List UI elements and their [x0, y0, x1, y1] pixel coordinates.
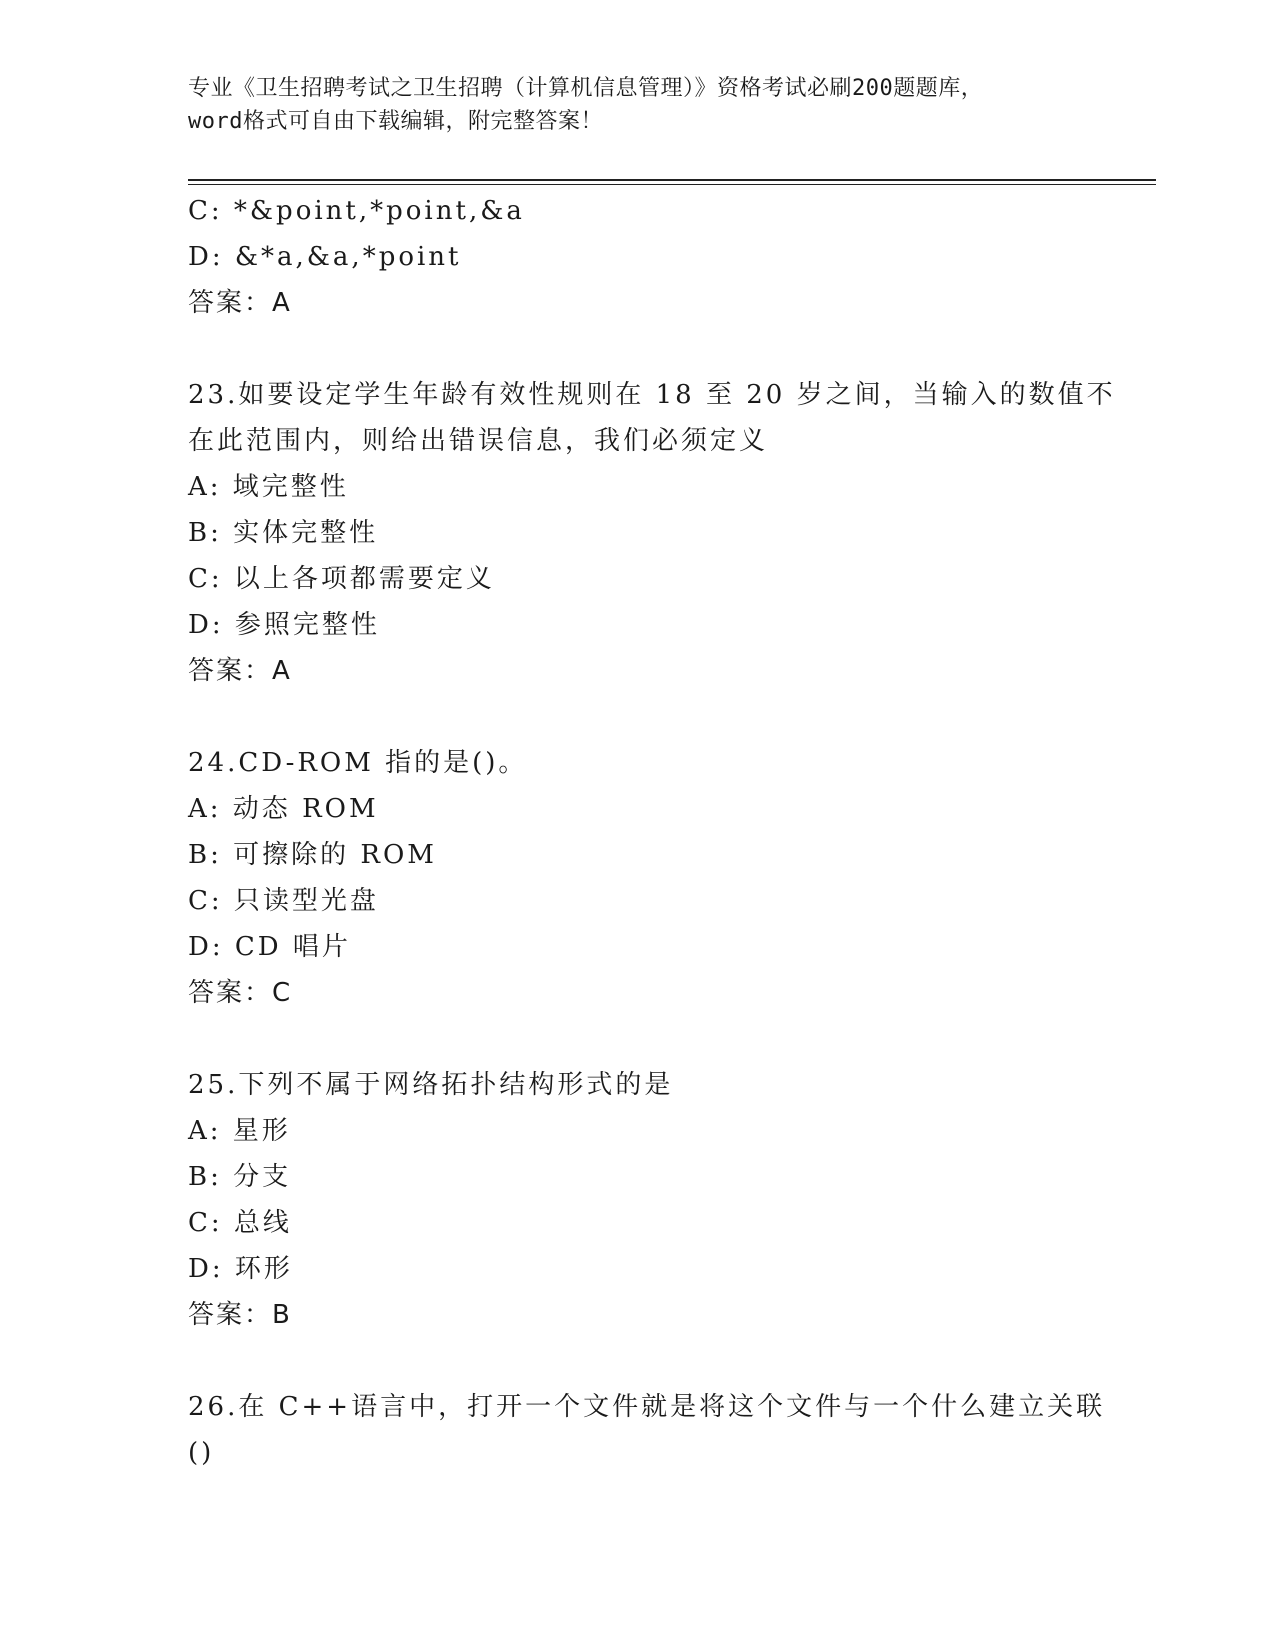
- option-c: C: 总线: [188, 1208, 292, 1238]
- option-d: D: 参照完整性: [188, 610, 380, 640]
- option-a: A: 星形: [188, 1116, 291, 1146]
- option-b: B: 实体完整性: [188, 518, 379, 548]
- question-stem: 25.下列不属于网络拓扑结构形式的是: [188, 1070, 674, 1100]
- question-stem-cont: (): [188, 1438, 215, 1468]
- spacer: [188, 326, 1088, 372]
- question-24: [188, 740, 1088, 1016]
- question-stem: 23.如要设定学生年龄有效性规则在 18 至 20 岁之间，当输入的数值不: [188, 380, 1116, 410]
- question-22-tail: [188, 188, 1088, 326]
- question-list: [188, 188, 1116, 1476]
- option-b: B: 可擦除的 ROM: [188, 840, 437, 870]
- question-stem: 26.在 C++语言中，打开一个文件就是将这个文件与一个什么建立关联: [188, 1392, 1106, 1422]
- option-d: D: CD 唱片: [188, 932, 351, 962]
- option-a: A: 域完整性: [188, 472, 349, 502]
- answer: 答案：B: [188, 1300, 292, 1330]
- header-title-line1: 专业《卫生招聘考试之卫生招聘（计算机信息管理）》资格考试必刷200题题库，: [188, 76, 984, 101]
- option-c: C: 以上各项都需要定义: [188, 564, 495, 594]
- answer: 答案：C: [188, 978, 293, 1008]
- question-stem: 24.CD-ROM 指的是()。: [188, 748, 528, 778]
- option-d: D: &*a,&a,*point: [188, 242, 462, 272]
- header-divider-thick: [188, 179, 1156, 181]
- option-b: B: 分支: [188, 1162, 292, 1192]
- answer: 答案：A: [188, 656, 292, 686]
- header-divider-thin: [188, 184, 1156, 185]
- question-26: [188, 1384, 1106, 1476]
- header-title-line2: word格式可自由下载编辑，附完整答案！: [188, 109, 603, 134]
- question-25: [188, 1062, 1088, 1338]
- option-d: D: 环形: [188, 1254, 293, 1284]
- document-header: [188, 72, 1088, 138]
- question-stem-cont: 在此范围内，则给出错误信息，我们必须定义: [188, 426, 769, 456]
- spacer: [188, 694, 1088, 740]
- question-23: [188, 372, 1116, 694]
- answer: 答案：A: [188, 288, 292, 318]
- spacer: [188, 1338, 1088, 1384]
- spacer: [188, 1016, 1088, 1062]
- option-a: A: 动态 ROM: [188, 794, 379, 824]
- option-c: C: 只读型光盘: [188, 886, 379, 916]
- option-c: C: *&point,*point,&a: [188, 196, 525, 226]
